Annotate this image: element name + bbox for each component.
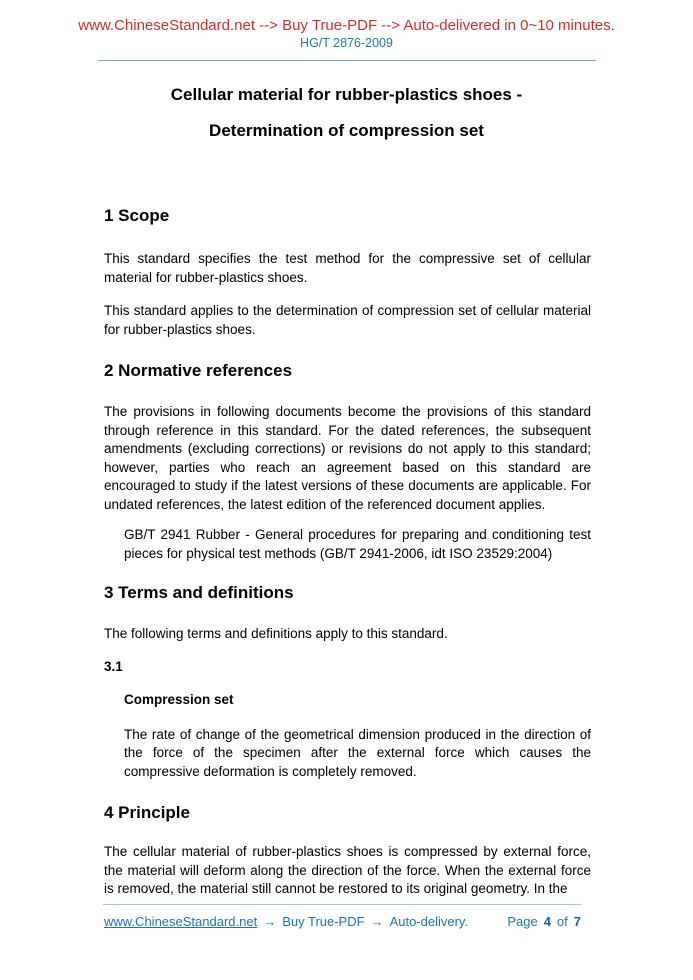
footer-links (104, 913, 468, 930)
page-of-label: of (556, 914, 568, 929)
footer-buy-label: Buy True-PDF (282, 914, 365, 929)
terms-intro-paragraph: The following terms and definitions apply to this standard. (104, 626, 448, 641)
section-heading-principle: 4 Principle (104, 803, 190, 822)
footer-divider (103, 904, 581, 905)
scope-paragraph-2: This standard applies to the determination of compression set of cellular material for rubber-plastics shoes. (104, 303, 591, 337)
promo-banner: www.ChineseStandard.net --> Buy True-PDF --> Auto-delivered in 0~10 minutes. (78, 17, 615, 34)
arrow-right-icon: → (263, 914, 277, 929)
footer (104, 913, 581, 930)
arrow-right-icon: → (370, 914, 384, 929)
page-indicator (507, 913, 581, 930)
term-definition-paragraph: The rate of change of the geometrical dimension produced in the direction of the force of the specimen after the external force which causes the compressive deformation is completely removed. (124, 726, 591, 779)
standard-number: HG/T 2876-2009 (300, 36, 393, 50)
scope-paragraph-1: This standard specifies the test method for the compressive set of cellular material for rubber-plastics shoes. (104, 251, 591, 285)
section-heading-terms-definitions: 3 Terms and definitions (104, 583, 294, 602)
page-label: Page (507, 914, 538, 929)
document-title-line1: Cellular material for rubber-plastics shoes - (170, 85, 523, 104)
normative-references-paragraph: The provisions in following documents become the provisions of this standard through reference in this standard. For the dated references, the subsequent amendments (excluding corrections) or revisions do not apply to this standard; however, parties who reach an agreement based on this standard are encouraged to study if the latest versions of these documents are applicable. For undated references, the latest edition of the referenced document applies. (104, 404, 591, 512)
document-body (104, 206, 591, 899)
term-name: Compression set (124, 691, 234, 707)
normative-reference-item: GB/T 2941 Rubber - General procedures for preparing and conditioning test pieces for physical test methods (GB/T 2941-2006, idt ISO 23529:2004) (124, 527, 591, 561)
term-item-number: 3.1 (104, 658, 123, 674)
footer-delivery-label: Auto-delivery. (389, 914, 469, 929)
page-total-number: 7 (573, 914, 581, 929)
footer-site-link[interactable]: www.ChineseStandard.net (104, 914, 258, 929)
principle-paragraph: The cellular material of rubber-plastics shoes is compressed by external force, the material will deform along the direction of the force. When the external force is removed, the material still cannot be restored to its original geometry. In the (104, 844, 591, 896)
section-heading-scope: 1 Scope (104, 206, 170, 225)
document-title-line2: Determination of compression set (209, 121, 484, 140)
header-divider (98, 60, 596, 61)
section-heading-normative-references: 2 Normative references (104, 361, 293, 380)
page-current-number: 4 (543, 914, 551, 929)
